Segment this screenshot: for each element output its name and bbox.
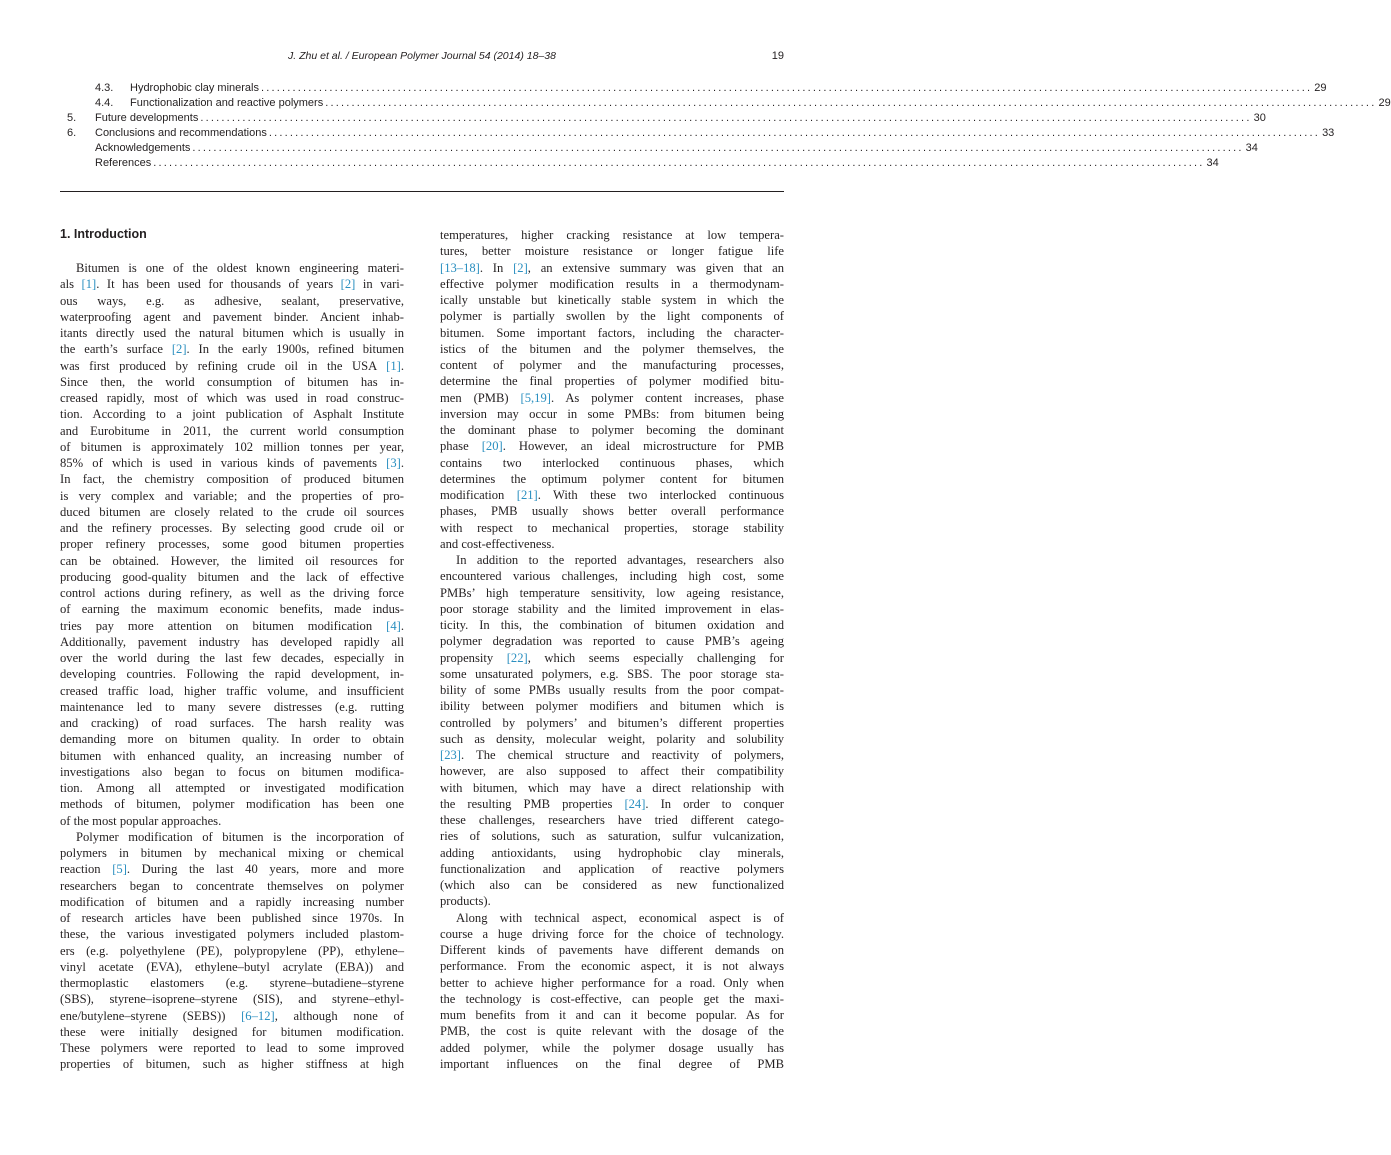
text-line: and the refinery processes. By selecting good crude oil or [60,521,404,535]
table-of-contents [60,81,1391,171]
citation-link[interactable]: [20] [481,439,503,454]
text-line: proper refinery processes, some good bitumen properties [60,537,404,552]
text-line: determines the optimum polymer content for bitumen [440,471,784,486]
left-column [60,260,404,1073]
text-line: methods of bitumen, polymer modification has been one [60,797,404,812]
text-line: vinyl acetate (EVA), ethylene–butyl acrylate (EBA)) and [60,959,404,974]
text-line: tion. Among all attempted or investigated modification [60,781,404,795]
text-line: phases, PMB usually shows better overall performance [440,504,784,519]
text-line: and cost-effectiveness. [440,536,555,551]
text-line: tures, better moisture resistance or longer fatigue life [440,244,784,259]
text-line: reaction [5]. During the last 40 years, more and more [60,862,405,877]
text-line: the resulting PMB properties [24]. In order to conquer [440,796,784,811]
text-line: the earth’s surface [2]. In the early 1900s, refined bitumen [60,342,404,357]
citation-link[interactable]: [24] [624,796,646,811]
text-line: als [1]. It has been used for thousands of years [2] in vari- [60,277,404,292]
text-line: ous ways, e.g. as adhesive, sealant, preservative, [60,293,404,308]
toc-title[interactable]: References [95,157,152,169]
text-line: functionalization and application of reactive polymers [440,861,784,876]
text-line: adding antioxidants, using hydrophobic clay minerals, [440,845,784,860]
text-line: encountered various challenges, including high cost, some [440,569,784,584]
text-line: is very complex and variable; and the properties of pro- [60,488,404,503]
text-line: [13–18]. In [2], an extensive summary was given that an [440,260,785,275]
toc-title[interactable]: Hydrophobic clay minerals [130,82,259,94]
toc-leader: ........................................................................................................................................................................................................ [153,157,1205,169]
citation-link[interactable]: [4] [386,618,401,633]
text-line: Polymer modification of bitumen is the incorporation of [76,829,404,844]
text-line: istics of the bitumen and the polymer themselves, the [440,341,784,356]
text-line: was first produced by refining crude oil in the USA [1]. [60,358,404,373]
text-line: inversion may occur in some PMBs: from bitumen being [440,406,784,421]
text-line: of bitumen is approximately 102 million tonnes per year, [60,439,404,454]
toc-entry[interactable] [60,126,1335,141]
text-line: itants directly used the natural bitumen which is usually in [60,326,404,340]
text-line: Along with technical aspect, economical aspect is of [456,910,784,925]
text-line: performance. From the economic aspect, it is not always [440,959,784,974]
toc-page-number: 34 [1206,157,1219,169]
text-line: In fact, the chemistry composition of produced bitumen [60,472,404,487]
text-line: polymer degradation was reported to cause PMB’s ageing [440,634,784,649]
text-line: 85% of which is used in various kinds of pavements [3]. [60,456,404,470]
text-line: these, the various investigated polymers included plastom- [60,927,404,942]
text-line: temperatures, higher cracking resistance at low tempera- [440,228,784,242]
toc-title[interactable]: Conclusions and recommendations [95,127,267,139]
text-line: men (PMB) [5,19]. As polymer content increases, phase [440,390,785,405]
toc-title[interactable]: Functionalization and reactive polymers [130,97,324,109]
citation-link[interactable]: [6–12] [241,1008,275,1023]
text-line: better to achieve higher performance for a road. Only when [440,975,784,990]
citation-link[interactable]: [2] [171,342,187,357]
text-line: products). [440,894,491,909]
text-line: polymer is partially swollen by the light components of [440,309,784,324]
text-line: ene/butylene–styrene (SEBS)) [6–12], although none of [60,1008,405,1023]
text-line: ers (e.g. polyethylene (PE), polypropylene (PP), ethylene– [60,943,404,958]
citation-link[interactable]: [21] [516,488,538,502]
text-line: ibility between polymer modifiers and bitumen which is [440,699,784,714]
section-heading: 1. Introduction [60,227,147,241]
citation-link[interactable]: [1] [386,358,401,373]
text-line: poor storage stability and the limited improvement in elas- [440,601,784,616]
text-line: effective polymer modification results in a thermodynam- [440,276,784,291]
text-line: ticity. In this, the combination of bitumen oxidation and [440,618,784,632]
toc-number: 4.4. [95,97,114,109]
toc-title[interactable]: Acknowledgements [95,142,191,154]
text-line: ries of solutions, such as saturation, sulfur vulcanization, [440,829,784,844]
toc-number: 4.3. [95,82,114,94]
text-line: content of polymer and the manufacturing processes, [440,358,784,372]
toc-entry[interactable] [60,141,1258,156]
text-line: tion. According to a joint publication of Asphalt Institute [60,407,404,422]
toc-entry[interactable] [60,111,1266,126]
text-line: demanding more on bitumen quality. In order to obtain [60,732,404,747]
text-line: creased rapidly, most of which was used in road construc- [60,391,404,405]
text-line: PMB, the cost is quite relevant with the dosage of the [440,1024,784,1039]
citation-link[interactable]: [2] [513,260,528,275]
text-line: Additionally, pavement industry has developed rapidly all [60,634,404,649]
text-line: can be obtained. However, the limited oil resources for [60,553,404,568]
text-line: propensity [22], which seems especially challenging for [440,650,784,665]
text-line: of research articles have been published since 1970s. In [60,911,404,925]
text-line: producing good-quality bitumen and the lack of effective [60,569,404,584]
page-number: 19 [771,50,784,62]
text-line: important influences on the final degree of PMB [440,1056,784,1071]
text-line: [23]. The chemical structure and reactivity of polymers, [440,748,784,762]
citation-link[interactable]: [3] [386,456,401,470]
text-line: controlled by polymers’ and bitumen’s different properties [440,715,784,730]
text-line: (SBS), styrene–isoprene–styrene (SIS), and styrene–ethyl- [60,992,404,1007]
toc-leader: ........................................................................................................................................................................................................ [200,112,1252,124]
toc-number: 6. [67,127,77,139]
toc-leader: ........................................................................................................................................................................................................ [268,127,1321,139]
toc-leader: ........................................................................................................................................................................................................ [192,142,1244,154]
toc-entry[interactable] [60,156,1219,171]
text-line: These polymers were reported to lead to some improved [60,1041,404,1055]
text-line: and cracking) of road surfaces. The harsh reality was [60,716,404,730]
citation-link[interactable]: [5,19] [520,390,551,405]
text-line: mum benefits from it and can it become popular. As for [440,1008,784,1022]
toc-leader: ........................................................................................................................................................................................................ [325,97,1377,109]
text-line: modification of bitumen and a rapidly increasing number [60,894,404,909]
text-line: contains two interlocked continuous phases, which [440,455,784,470]
text-line: researchers began to concentrate themselves on polymer [60,878,404,893]
right-column [440,227,784,1072]
text-line: polymers in bitumen by mechanical mixing or chemical [60,846,404,860]
text-line: maintenance led to many severe distresses (e.g. rutting [60,699,404,714]
text-line: tries pay more attention on bitumen modification [4]. [60,618,404,633]
citation-link[interactable]: [1] [81,277,97,292]
text-line: waterproofing agent and pavement binder. Ancient inhab- [60,309,404,324]
text-line: bitumen. Some important factors, including the character- [440,325,784,340]
text-line: Since then, the world consumption of bitumen has in- [60,374,404,389]
toc-entry[interactable] [60,81,1327,96]
text-line: some unsaturated polymers, e.g. SBS. The poor storage sta- [440,666,784,681]
toc-title[interactable]: Future developments [95,112,199,124]
text-line: (which also can be considered as new functionalized [440,878,784,892]
running-head: J. Zhu et al. / European Polymer Journal 54 (2014) 18–38 [288,50,556,62]
text-line: properties of bitumen, such as higher stiffness at high [60,1057,404,1072]
text-line: developing countries. Following the rapid development, in- [60,667,404,682]
text-line: the technology is cost-effective, can people get the maxi- [440,991,784,1006]
text-line: control actions during refinery, as well as the driving force [60,586,404,600]
toc-page-number: 33 [1322,127,1335,139]
text-line: Different kinds of pavements have different demands on [440,943,784,957]
text-line: duced bitumen are closely related to the crude oil sources [60,504,404,519]
toc-leader: ........................................................................................................................................................................................................ [261,82,1313,94]
text-line: these were initially designed for bitumen modification. [60,1024,404,1039]
citation-link[interactable]: [2] [340,277,356,292]
text-line: Bitumen is one of the oldest known engineering materi- [76,261,404,275]
text-line: creased traffic load, higher traffic volume, and insufficient [60,683,404,698]
text-line: modification [21]. With these two interlocked continuous [440,488,784,502]
text-line: determine the final properties of polymer modified bitu- [440,374,784,389]
citation-link[interactable]: [22] [506,650,528,665]
text-line: and Eurobitume in 2011, the current world consumption [60,423,404,438]
text-line: investigations also began to focus on bitumen modifica- [60,764,404,779]
toc-page-number: 30 [1253,112,1266,124]
citation-link[interactable]: [5] [112,862,127,877]
text-line: over the world during the last few decades, especially in [60,651,404,665]
text-line: PMBs’ high temperature sensitivity, low ageing resistance, [440,585,784,600]
text-line: added polymer, while the polymer dosage usually has [440,1040,784,1055]
text-line: ically unstable but kinetically stable system in which the [440,293,784,307]
text-line: with bitumen, which may have a direct relationship with [440,780,784,795]
text-line: of earning the maximum economic benefits, made indus- [60,602,404,617]
divider [60,191,784,192]
text-line: with respect to mechanical properties, storage stability [440,520,784,535]
text-line: thermoplastic elastomers (e.g. styrene–butadiene–styrene [60,976,404,990]
text-line: course a huge driving force for the choice of technology. [440,926,784,941]
text-line: bitumen with enhanced quality, an increasing number of [60,748,404,763]
citation-link[interactable]: [23] [440,748,461,762]
toc-page-number: 34 [1245,142,1258,154]
text-line: of the most popular approaches. [60,813,222,828]
toc-number: 5. [67,112,77,124]
toc-page-number: 29 [1378,97,1391,109]
text-line: bility of some PMBs usually results from the poor compat- [440,683,784,697]
toc-page-number: 29 [1314,82,1327,94]
text-line: such as density, molecular weight, polarity and solubility [440,731,784,746]
text-line: these challenges, researchers have tried different catego- [440,813,784,827]
text-line: phase [20]. However, an ideal microstructure for PMB [440,439,784,454]
text-line: In addition to the reported advantages, researchers also [456,553,784,567]
citation-link[interactable]: [13–18] [440,260,480,275]
toc-entry[interactable] [60,96,1391,111]
text-line: however, are also supposed to affect their compatibility [440,764,784,779]
text-line: the dominant phase to polymer becoming the dominant [440,423,784,437]
